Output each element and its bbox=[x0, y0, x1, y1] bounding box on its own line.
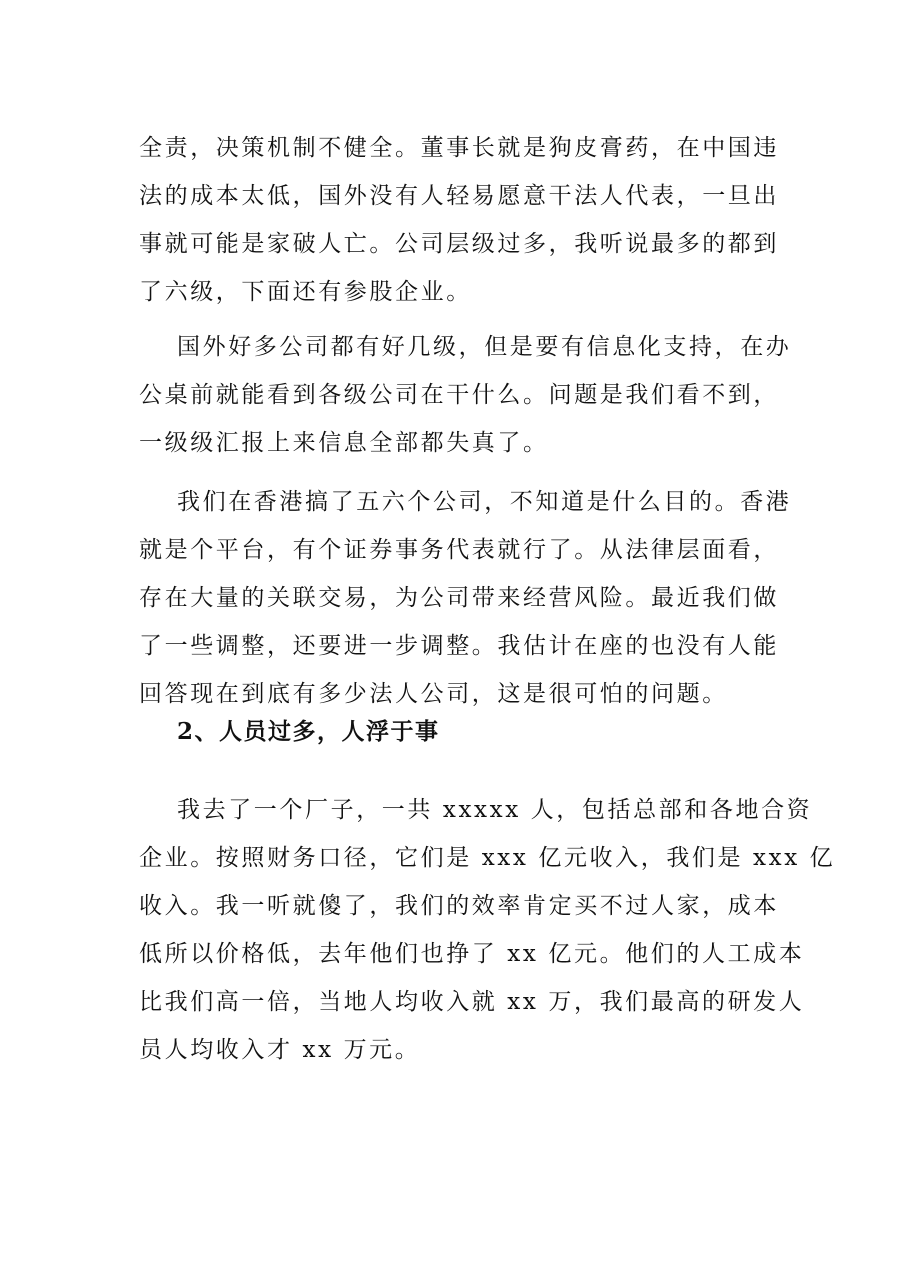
paragraph-2 bbox=[139, 323, 792, 467]
paragraph-1 bbox=[139, 124, 779, 316]
paragraph-line: 低所以价格低，去年他们也挣了 xx 亿元。他们的人工成本 bbox=[139, 941, 805, 967]
paragraph-line: 我们在香港搞了五六个公司，不知道是什么目的。香港 bbox=[177, 489, 792, 515]
paragraph-line: 员人均收入才 xx 万元。 bbox=[139, 1037, 421, 1063]
paragraph-line: 就是个平台，有个证券事务代表就行了。从法律层面看， bbox=[139, 537, 779, 563]
paragraph-4 bbox=[139, 786, 836, 1074]
paragraph-line: 收入。我一听就傻了，我们的效率肯定买不过人家，成本 bbox=[139, 893, 779, 919]
paragraph-line: 了六级，下面还有参股企业。 bbox=[139, 279, 472, 305]
paragraph-line: 企业。按照财务口径，它们是 xxx 亿元收入，我们是 xxx 亿 bbox=[139, 845, 836, 871]
paragraph-line: 公桌前就能看到各级公司在干什么。问题是我们看不到， bbox=[139, 382, 779, 408]
paragraph-line: 回答现在到底有多少法人公司，这是很可怕的问题。 bbox=[139, 681, 728, 707]
paragraph-3 bbox=[139, 478, 792, 718]
paragraph-line: 全责，决策机制不健全。董事长就是狗皮膏药，在中国违 bbox=[139, 135, 779, 161]
paragraph-line: 国外好多公司都有好几级，但是要有信息化支持，在办 bbox=[177, 334, 792, 360]
section-heading bbox=[139, 708, 779, 756]
paragraph-line: 事就可能是家破人亡。公司层级过多，我听说最多的都到 bbox=[139, 231, 779, 257]
paragraph-line: 存在大量的关联交易，为公司带来经营风险。最近我们做 bbox=[139, 585, 779, 611]
section-heading-text: 2、人员过多，人浮于事 bbox=[177, 718, 440, 745]
paragraph-line: 了一些调整，还要进一步调整。我估计在座的也没有人能 bbox=[139, 633, 779, 659]
paragraph-line: 一级级汇报上来信息全部都失真了。 bbox=[139, 430, 549, 456]
paragraph-line: 比我们高一倍，当地人均收入就 xx 万，我们最高的研发人 bbox=[139, 989, 805, 1015]
paragraph-line: 我去了一个厂子，一共 xxxxx 人，包括总部和各地合资 bbox=[177, 797, 813, 823]
paragraph-line: 法的成本太低，国外没有人轻易愿意干法人代表，一旦出 bbox=[139, 183, 779, 209]
